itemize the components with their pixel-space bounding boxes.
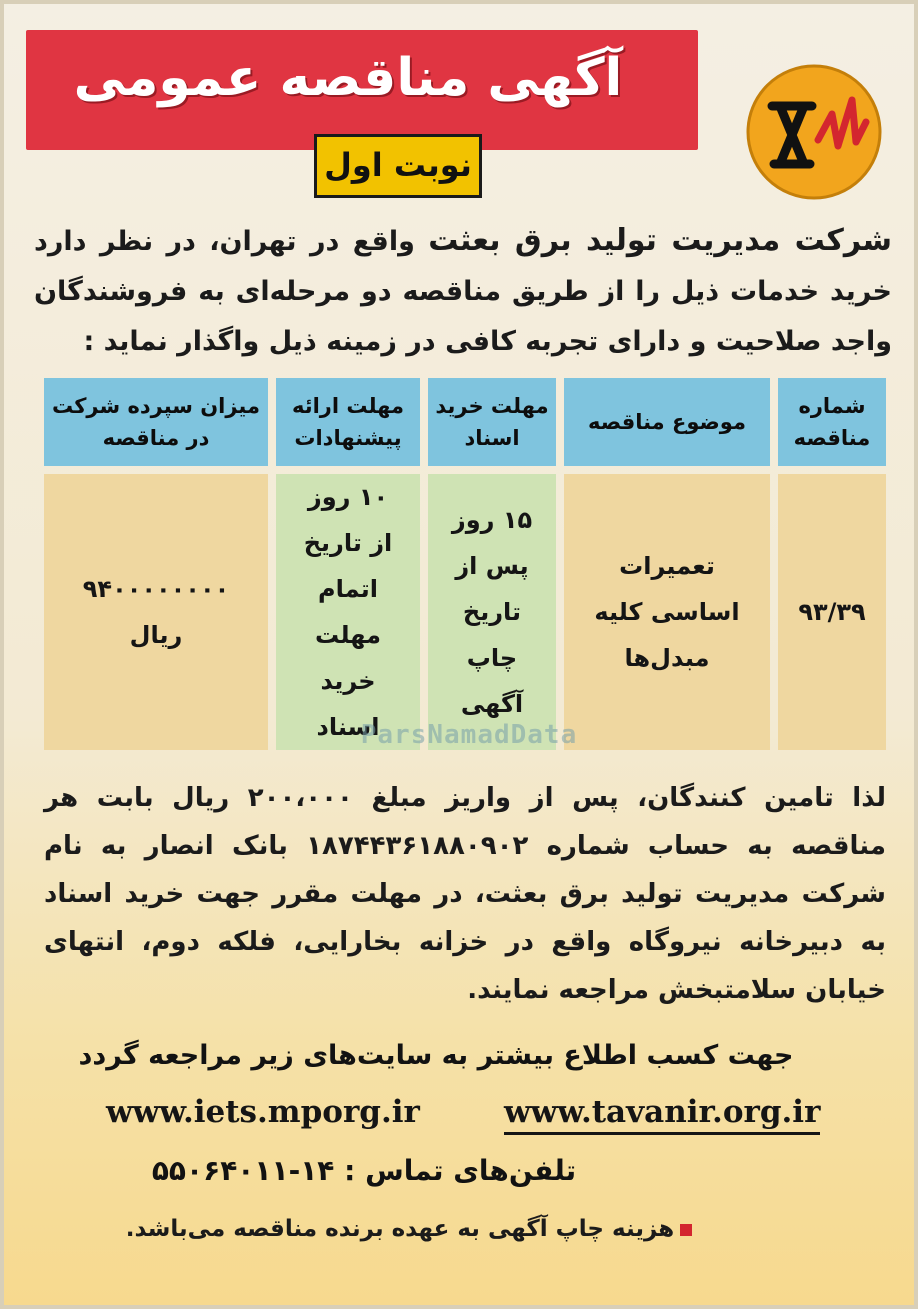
notice-title: آگهی مناقصه عمومی [73, 48, 623, 108]
title-banner [26, 30, 698, 150]
cell-purchase-deadline: ۱۵ روز پس از تاریخ چاپ آگهی [428, 474, 556, 750]
intro-paragraph [34, 216, 892, 367]
iets-url-link[interactable]: www.iets.mporg.ir [106, 1094, 420, 1130]
footnote-text: هزینه چاپ آگهی به عهده برنده مناقصه می‌باشد. [125, 1216, 675, 1242]
instructions-paragraph: لذا تامین کنندگان، پس از واریز مبلغ ۲۰۰،۰۰۰ ریال بابت هر مناقصه به حساب شماره ۱۸۷۴۴۳۶۱۸۸۰۹۰۲ بانک انصار به نام شرکت مدیریت تولید برق بعثت، در مهلت مقرر جهت خرید اسناد به دبیرخانه نیروگاه واقع در خزانه بخارایی، فلکه دوم، انتهای خیابان سلامتبخش مراجعه نمایند. [44, 783, 886, 1005]
header-tender-number: شماره مناقصه [778, 378, 886, 466]
cell-offer-deadline: ۱۰ روز از تاریخ اتمام مهلت خرید اسناد [276, 474, 420, 750]
round-badge: نوبت اول [314, 134, 482, 198]
tavanir-url-link[interactable]: www.tavanir.org.ir [504, 1094, 820, 1135]
header-offer-deadline: مهلت ارائه پیشنهادات [276, 378, 420, 466]
bullet-square-icon [680, 1224, 692, 1236]
cell-tender-subject: تعمیرات اساسی کلیه مبدل‌ها [564, 474, 770, 750]
more-info-line: جهت کسب اطلاع بیشتر به سایت‌های زیر مراجعه گردد [78, 1040, 794, 1071]
company-name: شرکت مدیریت تولید برق بعثت [428, 223, 892, 258]
tavanir-logo-icon [744, 62, 884, 202]
header-tender-subject: موضوع مناقصه [564, 378, 770, 466]
cell-deposit-amount: ۹۴۰۰۰۰۰۰۰۰ ریال [44, 474, 268, 750]
contact-phones: تلفن‌های تماس : ۱۴-۵۵۰۶۴۰۱۱ [151, 1154, 577, 1187]
intro-text: واقع در تهران، در نظر دارد خرید خدمات ذیل را از طریق مناقصه دو مرحله‌ای به فروشندگان واجد صلاحیت و دارای تجربه کافی در زمینه ذیل واگذار نماید : [34, 226, 892, 357]
header-deposit-amount: میزان سپرده شرکت در مناقصه [44, 378, 268, 466]
cell-tender-number: ۹۳/۳۹ [778, 474, 886, 750]
header-purchase-deadline: مهلت خرید اسناد [428, 378, 556, 466]
watermark: ParsNamadData [360, 720, 578, 750]
footnote [44, 1216, 774, 1242]
tender-table [44, 378, 886, 750]
